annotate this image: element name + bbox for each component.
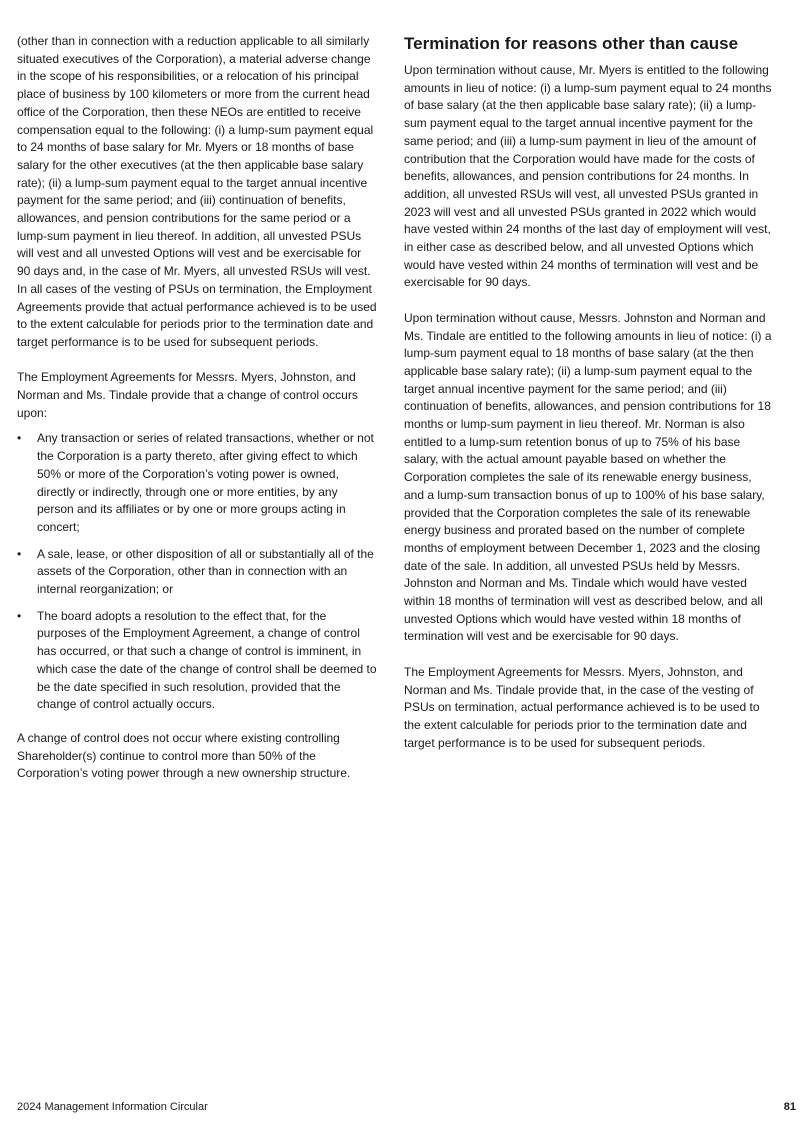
left-paragraph-3: A change of control does not occur where existing controlling Shareholder(s) continue to control more than 50% of the Corporation’s voting power through a new ownership structure. xyxy=(17,731,351,781)
section-heading: Termination for reasons other than cause xyxy=(404,34,739,53)
left-paragraph-1: (other than in connection with a reduction applicable to all similarly situated executives of the Corporation), a material adverse change in the scope of his responsibilities, or a relocation of his principal place of business by 100 kilometers or more from the current head office of the Corporation, then these NEOs are entitled to receive compensation equal to the following: (i) a lump-sum payment equal to 24 months of base salary for Mr. Myers or 18 months of base salary for the other executives (at the then applicable base salary rate); (ii) a lump-sum payment equal to the target annual incentive payment for the same period; and (iii) continuation of benefits, allowances, and pension contributions for the same period or a lump-sum payment in lieu thereof. In addition, all unvested PSUs will vest and all unvested Options will vest and be exercisable for 90 days and, in the case of Mr. Myers, all unvested RSUs will vest. In all cases of the vesting of PSUs on termination, the Employment Agreements provide that actual performance achieved is to be used to the extent calculable for periods prior to the termination date and target performance is to be used for subsequent periods. xyxy=(17,34,377,349)
right-paragraph-3: The Employment Agreements for Messrs. Myers, Johnston, and Norman and Ms. Tindale provide that, in the case of the vesting of PSUs on termination, actual performance achieved is to be used to the extent calculable for periods prior to the termination date and target performance is to be used for subsequent periods. xyxy=(404,664,760,750)
list-item xyxy=(17,430,377,536)
left-paragraph-2: The Employment Agreements for Messrs. Myers, Johnston, and Norman and Ms. Tindale provide that a change of control occurs upon: xyxy=(17,370,358,420)
list-item xyxy=(17,546,377,599)
list-item-text: Any transaction or series of related transactions, whether or not the Corporation is a party thereto, after giving effect to which 50% or more of the Corporation’s voting power is owned, directly or indirectly, through one or more entities, by any person and its affiliates or by one or more groups acting in concert; xyxy=(37,431,374,534)
page-number: 81 xyxy=(783,1101,796,1113)
footer-document-title: 2024 Management Information Circular xyxy=(17,1101,208,1113)
bullet-icon: • xyxy=(17,608,22,623)
left-column xyxy=(17,33,377,783)
bullet-icon: • xyxy=(17,546,22,561)
list-item xyxy=(17,608,377,714)
right-paragraph-1: Upon termination without cause, Mr. Myers is entitled to the following amounts in lieu of notice: (i) a lump-sum payment equal to 24 months of base salary (at the then applicable base salary rate); (ii) a lump-sum payment equal to the target annual incentive payment for the same period; and (iii) a lump-sum payment in lieu of the amount of contribution that the Corporation would have made for the costs of benefits, allowances, and pension contributions for 24 months. In addition, all unvested RSUs will vest, all unvested PSUs granted in 2023 will vest and all unvested PSUs granted in 2022 which would have vested within 24 months of the last day of employment will vest, in either case as described below, and all unvested Options which would have vested within 24 months of termination will vest and be exercisable for 90 days. xyxy=(404,63,772,290)
right-column xyxy=(404,33,774,752)
bullet-icon: • xyxy=(17,431,22,446)
list-item-text: A sale, lease, or other disposition of all or substantially all of the assets of the Corporation, other than in connection with an internal reorganization; or xyxy=(37,546,374,597)
right-paragraph-2: Upon termination without cause, Messrs. Johnston and Norman and Ms. Tindale are entitled to the following amounts in lieu of notice: (i) a lump-sum payment equal to 18 months of base salary (at the then applicable base salary rate); (ii) a lump-sum payment equal to the target annual incentive payment for the same period; and (iii) continuation of benefits, allowances, and pension contributions for 18 months or lump-sum payment in lieu thereof. Mr. Norman is also entitled to a lump-sum retention bonus of up to 75% of his base salary, with the actual amount payable based on whether the Corporation completes the sale of its renewable energy business, and a lump-sum transaction bonus of up to 100% of his base salary, provided that the Corporation completes the sale of its renewable energy business and prorated based on the number of complete months of employment between December 1, 2023 and the closing date of the sale. In addition, all unvested PSUs held by Messrs. Johnston and Norman and Ms. Tindale which would have vested within 18 months of termination will vest as described below, and all unvested Options which would have vested within 18 months of termination will vest and be exercisable for 90 days. xyxy=(404,310,772,644)
change-of-control-list xyxy=(17,430,377,714)
list-item-text: The board adopts a resolution to the effect that, for the purposes of the Employment Agreement, a change of control has occurred, or that such a change of control is imminent, in which case the date of the change of control shall be deemed to be the date specified in such resolution, provided that the change of control actually occurs. xyxy=(37,608,377,712)
